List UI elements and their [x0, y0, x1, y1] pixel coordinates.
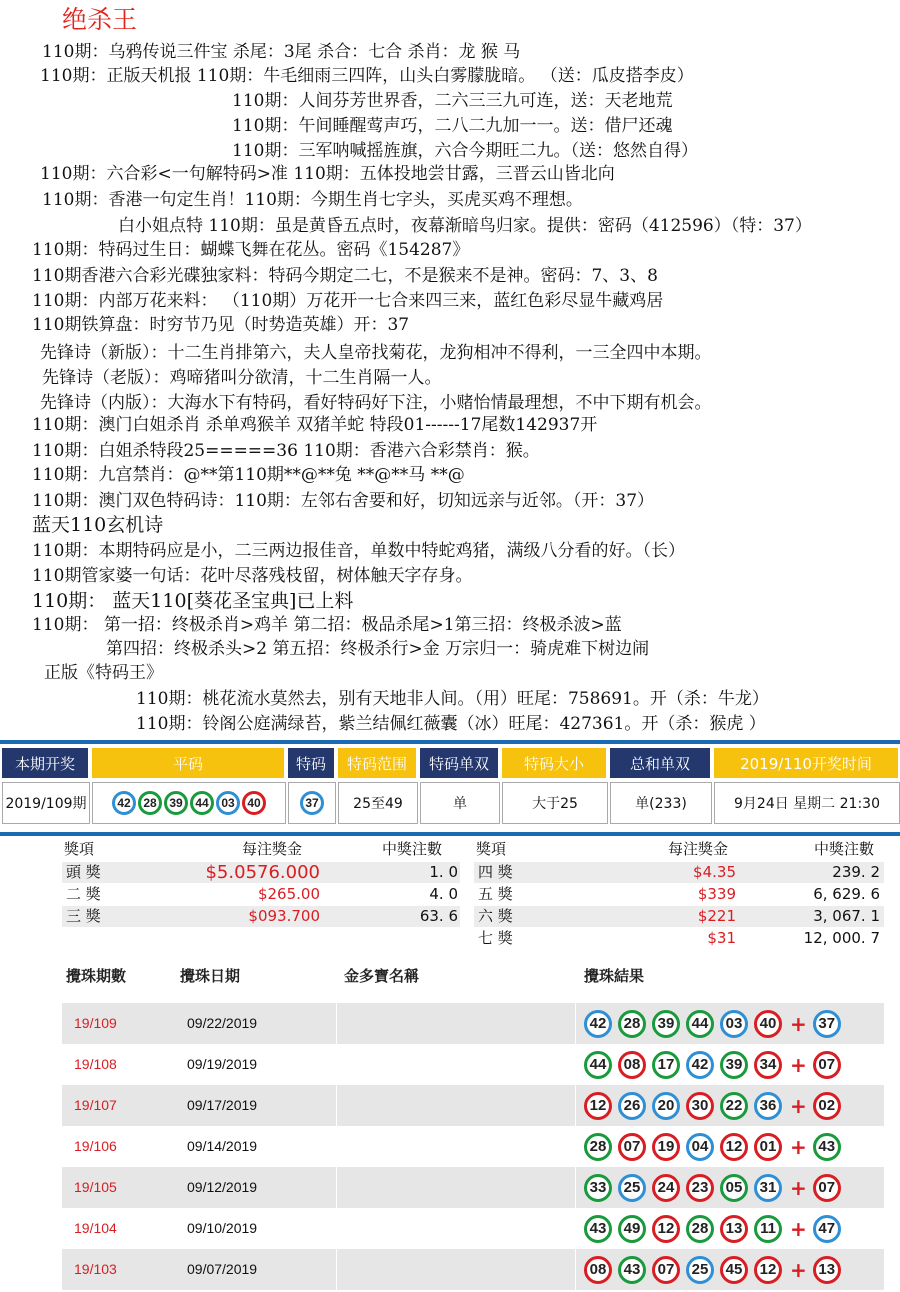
number-ball: 24: [652, 1174, 680, 1202]
history-balls: [584, 1003, 847, 1044]
text-line: 110期：澳门白姐杀肖 杀单鸡猴羊 双猪羊蛇 特段01------17尾数142937开: [32, 415, 598, 435]
text-line: 110期：香港一句定生肖！110期：今期生肖七字头，买虎买鸡不理想。: [42, 190, 583, 210]
number-ball: 37: [300, 791, 324, 815]
text-line: 正版《特码王》: [44, 663, 163, 683]
number-ball: 12: [652, 1215, 680, 1243]
number-ball: 43: [813, 1133, 841, 1161]
big-small-cell: 大于25: [502, 782, 608, 824]
number-ball: 13: [720, 1215, 748, 1243]
history-date: 09/10/2019: [187, 1220, 258, 1236]
history-date: 09/07/2019: [187, 1261, 258, 1277]
history-name-cell: [336, 1167, 576, 1208]
history-row: [62, 1085, 884, 1126]
plus-sign: +: [790, 1216, 807, 1241]
prize-header-count: 中獎注數: [382, 840, 443, 858]
history-row: [62, 1003, 884, 1044]
history-date: 09/22/2019: [187, 1015, 258, 1031]
number-ball: 07: [652, 1256, 680, 1284]
plus-sign: +: [790, 1175, 807, 1200]
number-ball: 07: [618, 1133, 646, 1161]
prize-table: [62, 838, 884, 958]
text-line: 蓝天110玄机诗: [32, 514, 164, 536]
prize-header-name-right: 獎項: [476, 840, 507, 858]
prize-count: 3, 067. 1: [813, 907, 880, 925]
number-ball: 44: [584, 1051, 612, 1079]
header-draw-time: 2019/110开奖时间: [714, 748, 898, 778]
prize-header-amount-right: 每注獎金: [668, 840, 729, 858]
prize-amount: $221: [697, 907, 736, 925]
plus-sign: +: [790, 1011, 807, 1036]
text-line: 110期：铃阁公庭满绿苔，紫兰结佩红薇囊（冰）旺尾：427361。开（杀：猴虎 ）: [136, 714, 766, 734]
prize-count: 12, 000. 7: [803, 929, 880, 947]
prize-count: 63. 6: [419, 907, 458, 925]
prize-name: 五 獎: [478, 885, 513, 903]
number-ball: 12: [584, 1092, 612, 1120]
history-period: 19/109: [74, 1015, 117, 1031]
history-name-cell: [336, 1044, 576, 1085]
number-ball: 49: [618, 1215, 646, 1243]
number-ball: 19: [652, 1133, 680, 1161]
text-line: 先锋诗（内版）：大海水下有特码，看好特码好下注，小赌怡情最理想，不中下期有机会。: [40, 393, 712, 413]
history-name-cell: [336, 1249, 576, 1290]
history-row: [62, 1208, 884, 1249]
number-ball: 28: [618, 1010, 646, 1038]
history-row: [62, 1249, 884, 1290]
prize-header-count-right: 中獎注數: [814, 840, 875, 858]
special-cell: [288, 782, 336, 824]
history-balls: [584, 1044, 847, 1085]
sum-odd-even-cell: 单(233): [610, 782, 712, 824]
text-line: 110期：人间芬芳世界香，二六三三九可连，送：天老地荒: [232, 91, 673, 111]
number-ball: 28: [584, 1133, 612, 1161]
prize-name: 七 獎: [478, 929, 513, 947]
prize-header-amount: 每注獎金: [242, 840, 303, 858]
history-date: 09/17/2019: [187, 1097, 258, 1113]
number-ball: 25: [686, 1256, 714, 1284]
text-line: 110期：白姐杀特段25=====36 110期：香港六合彩禁肖：猴。: [32, 441, 540, 461]
history-balls: [584, 1249, 847, 1290]
prize-count: 1. 0: [429, 863, 458, 881]
number-ball: 39: [720, 1051, 748, 1079]
text-line: 110期：九宫禁肖：@**第110期**@**兔 **@**马 **@: [32, 465, 465, 485]
history-header-name: 金多寶名稱: [344, 967, 420, 985]
number-ball: 42: [584, 1010, 612, 1038]
number-ball: 34: [754, 1051, 782, 1079]
history-row: [62, 1044, 884, 1085]
text-line: 110期：特码过生日：蝴蝶飞舞在花丛。密码《154287》: [32, 240, 470, 260]
prize-row: [474, 862, 884, 883]
number-ball: 44: [686, 1010, 714, 1038]
number-ball: 42: [686, 1051, 714, 1079]
number-ball: 03: [216, 791, 240, 815]
prize-name: 頭 獎: [66, 863, 101, 881]
text-line: 110期：六合彩<一句解特码>准 110期：五体投地尝甘露，三晋云山皆北向: [40, 164, 615, 184]
history-date: 09/12/2019: [187, 1179, 258, 1195]
number-ball: 28: [138, 791, 162, 815]
number-ball: 39: [652, 1010, 680, 1038]
result-table: [0, 740, 900, 836]
history-row: [62, 1126, 884, 1167]
prize-count: 4. 0: [429, 885, 458, 903]
prize-amount: $4.35: [693, 863, 736, 881]
number-ball: 20: [652, 1092, 680, 1120]
history-name-cell: [336, 1003, 576, 1044]
flat-numbers-cell: [92, 782, 286, 824]
number-ball: 02: [813, 1092, 841, 1120]
history-row: [62, 1167, 884, 1208]
number-ball: 39: [164, 791, 188, 815]
header-special: 特码: [288, 748, 334, 778]
range-cell: 25至49: [338, 782, 418, 824]
header-range: 特码范围: [338, 748, 416, 778]
number-ball: 47: [813, 1215, 841, 1243]
text-line: 110期：澳门双色特码诗：110期：左邻右舍要和好，切知远亲与近邻。（开：37）: [32, 491, 655, 511]
history-balls: [584, 1085, 847, 1126]
number-ball: 03: [720, 1010, 748, 1038]
text-line: 先锋诗（老版）：鸡啼猪叫分欲清，十二生肖隔一人。: [42, 368, 442, 388]
prize-name: 二 獎: [66, 885, 101, 903]
prize-amount: $265.00: [257, 885, 320, 903]
prize-header-name: 獎項: [64, 840, 95, 858]
text-line: 110期铁算盘：时穷节乃见（时势造英雄）开：37: [32, 315, 410, 335]
header-odd-even: 特码单双: [420, 748, 498, 778]
number-ball: 40: [242, 791, 266, 815]
header-sum-odd-even: 总和单双: [610, 748, 710, 778]
prize-row: [62, 906, 460, 927]
prize-name: 四 獎: [478, 863, 513, 881]
history-balls: [584, 1167, 847, 1208]
text-line: 110期：午间睡醒莺声巧，二八二九加一一。送：借尸还魂: [232, 116, 673, 136]
number-ball: 12: [754, 1256, 782, 1284]
history-date: 09/14/2019: [187, 1138, 258, 1154]
number-ball: 13: [813, 1256, 841, 1284]
number-ball: 04: [686, 1133, 714, 1161]
number-ball: 01: [754, 1133, 782, 1161]
prize-name: 三 獎: [66, 907, 101, 925]
text-line: 白小姐点特 110期：虽是黄昏五点时，夜幕渐暗鸟归家。提供：密码（412596）（特：37）: [118, 216, 812, 236]
number-ball: 28: [686, 1215, 714, 1243]
prize-name: 六 獎: [478, 907, 513, 925]
number-ball: 25: [618, 1174, 646, 1202]
prize-amount: $093.700: [248, 907, 320, 925]
page-title: 绝杀王: [62, 5, 138, 34]
number-ball: 12: [720, 1133, 748, 1161]
text-line: 110期： 蓝天110[葵花圣宝典]已上料: [32, 590, 354, 612]
text-line: 110期：正版天机报 110期：牛毛细雨三四阵，山头白雾朦胧暗。 （送：瓜皮搭李皮）: [40, 66, 694, 86]
prize-count: 6, 629. 6: [813, 885, 880, 903]
header-big-small: 特码大小: [502, 748, 606, 778]
history-period: 19/103: [74, 1261, 117, 1277]
history-period: 19/105: [74, 1179, 117, 1195]
prize-count: 239. 2: [832, 863, 880, 881]
history-name-cell: [336, 1208, 576, 1249]
number-ball: 11: [754, 1215, 782, 1243]
number-ball: 37: [813, 1010, 841, 1038]
header-flat-numbers: 平码: [92, 748, 284, 778]
number-ball: 42: [112, 791, 136, 815]
number-ball: 43: [618, 1256, 646, 1284]
number-ball: 31: [754, 1174, 782, 1202]
history-date: 09/19/2019: [187, 1056, 258, 1072]
number-ball: 22: [720, 1092, 748, 1120]
prize-row: [62, 862, 460, 883]
number-ball: 08: [584, 1256, 612, 1284]
number-ball: 30: [686, 1092, 714, 1120]
number-ball: 07: [813, 1051, 841, 1079]
period-cell: 2019/109期: [2, 782, 90, 824]
header-current-draw: 本期开奖: [2, 748, 88, 778]
history-period: 19/104: [74, 1220, 117, 1236]
text-line: 110期管家婆一句话：花叶尽落残枝留，树体触天字存身。: [32, 566, 473, 586]
text-line: 110期：内部万花来料： （110期）万花开一七合来四三来，蓝红色彩尽显牛藏鸡居: [32, 291, 664, 311]
plus-sign: +: [790, 1052, 807, 1077]
number-ball: 23: [686, 1174, 714, 1202]
number-ball: 36: [754, 1092, 782, 1120]
history-header-period: 攪珠期數: [66, 967, 127, 985]
prize-row: [62, 884, 460, 905]
text-line: 第四招：终极杀头>2 第五招：终极杀行>金 万宗归一：骑虎难下树边闹: [106, 639, 650, 659]
text-line: 110期：三军呐喊摇旌旗，六合今期旺二九。（送：悠然自得）: [232, 141, 698, 161]
history-name-cell: [336, 1126, 576, 1167]
text-line: 先锋诗（新版）：十二生肖排第六，夫人皇帝找菊花，龙狗相冲不得利，一三全四中本期。: [40, 343, 712, 363]
prize-amount: $5.0576.000: [205, 862, 320, 883]
number-ball: 44: [190, 791, 214, 815]
history-period: 19/107: [74, 1097, 117, 1113]
text-line: 110期香港六合彩光碟独家料：特码今期定二七，不是猴来不是神。密码：7、3、8: [32, 266, 658, 286]
plus-sign: +: [790, 1257, 807, 1282]
number-ball: 17: [652, 1051, 680, 1079]
number-ball: 45: [720, 1256, 748, 1284]
history-period: 19/108: [74, 1056, 117, 1072]
text-line: 110期：桃花流水莫然去，别有天地非人间。（用）旺尾：758691。开（杀：牛龙）: [136, 689, 769, 709]
history-header-date: 攪珠日期: [180, 967, 241, 985]
number-ball: 07: [813, 1174, 841, 1202]
plus-sign: +: [790, 1134, 807, 1159]
draw-time-cell: 9月24日 星期二 21:30: [714, 782, 900, 824]
history-balls: [584, 1208, 847, 1249]
number-ball: 40: [754, 1010, 782, 1038]
prize-row: [474, 884, 884, 905]
prize-amount: $31: [707, 929, 736, 947]
text-line: 110期：乌鸦传说三件宝 杀尾：3尾 杀合：七合 杀肖：龙 猴 马: [42, 42, 521, 62]
history-name-cell: [336, 1085, 576, 1126]
text-line: 110期：本期特码应是小，二三两边报佳音，单数中特蛇鸡猪，满级八分看的好。（长）: [32, 541, 685, 561]
number-ball: 33: [584, 1174, 612, 1202]
prize-amount: $339: [697, 885, 736, 903]
history-header-result: 攪珠結果: [584, 967, 645, 985]
plus-sign: +: [790, 1093, 807, 1118]
history-period: 19/106: [74, 1138, 117, 1154]
odd-even-cell: 单: [420, 782, 500, 824]
number-ball: 26: [618, 1092, 646, 1120]
number-ball: 43: [584, 1215, 612, 1243]
number-ball: 05: [720, 1174, 748, 1202]
prize-row: [474, 906, 884, 927]
number-ball: 08: [618, 1051, 646, 1079]
prize-row: [474, 928, 884, 949]
text-line: 110期： 第一招：终极杀肖>鸡羊 第二招：极品杀尾>1第三招：终极杀波>蓝: [32, 615, 622, 635]
history-balls: [584, 1126, 847, 1167]
